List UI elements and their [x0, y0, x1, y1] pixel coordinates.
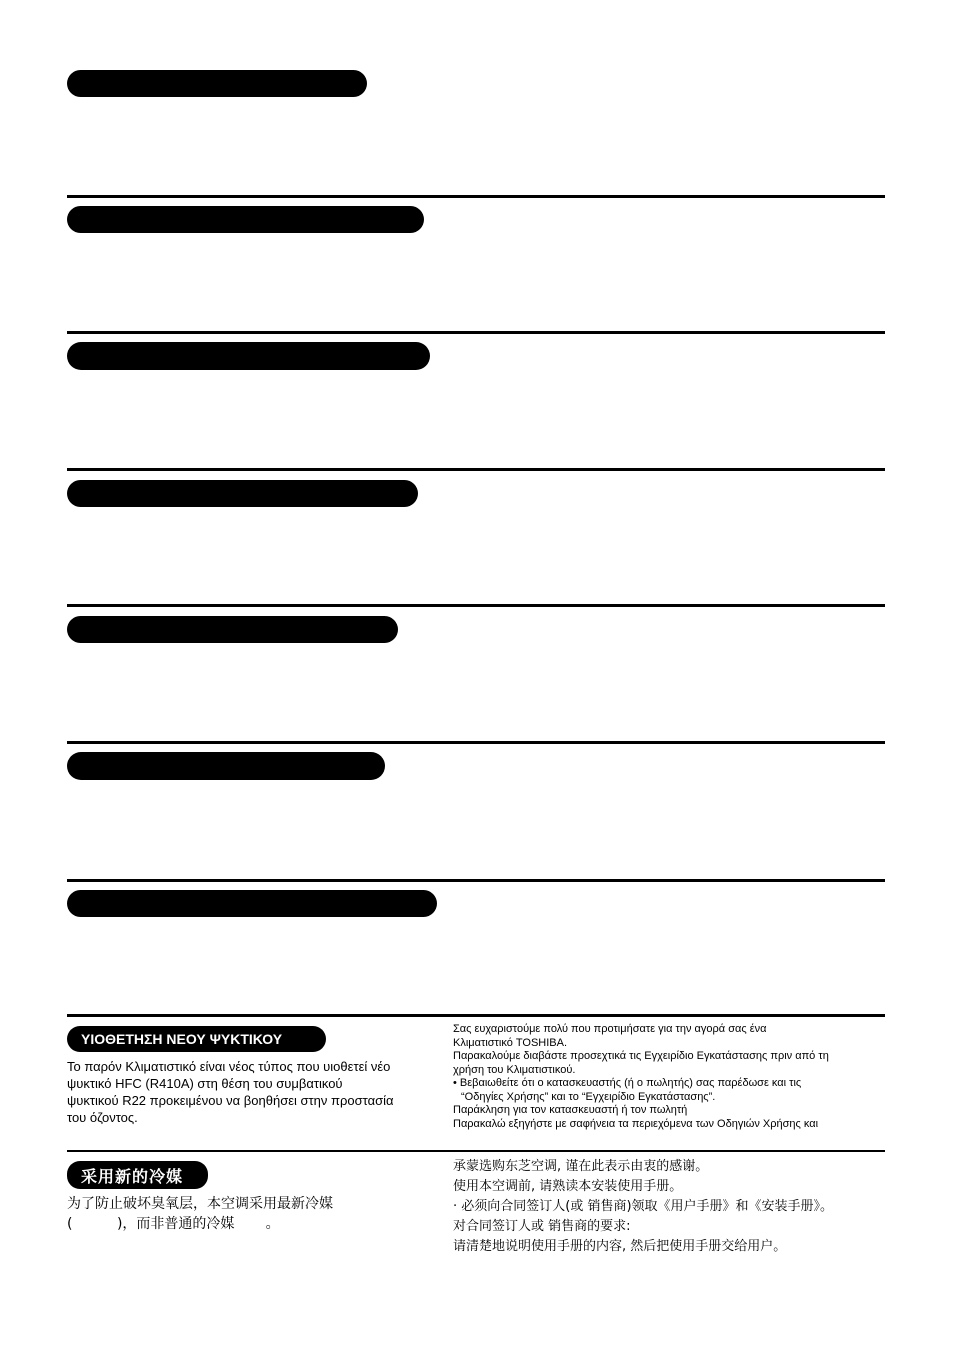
chinese-intro-line: · 必须向合同签订人(或 销售商)领取《用户手册》和《安装手册》。	[453, 1199, 834, 1214]
greek-section-heading	[67, 1026, 326, 1052]
section-divider-8	[67, 1150, 885, 1152]
section-heading-pill-2	[67, 206, 424, 233]
greek-body-line: ψυκτικού R22 προκειμένου να βοηθήσει στην προστασία	[67, 1093, 394, 1108]
chinese-body-text	[67, 1194, 439, 1234]
section-heading-pill-3	[67, 342, 430, 370]
section-divider-1	[67, 195, 885, 198]
greek-heading-text: ΥΙΟΘΕΤΗΣΗ ΝΕΟΥ ΨΥΚΤΙΚΟΥ	[81, 1031, 283, 1047]
section-divider-4	[67, 604, 885, 607]
greek-body-line: ψυκτικό HFC (R410A) στη θέση του συμβατικού	[67, 1076, 343, 1091]
greek-intro-line: Παρακαλούμε διαβάστε προσεχτικά τις Εγχειρίδιο Εγκατάστασης πριν από τη	[453, 1050, 829, 1062]
chinese-section-heading	[67, 1161, 208, 1189]
section-divider-6	[67, 879, 885, 882]
greek-body-text	[67, 1058, 439, 1126]
chinese-body-line: ( )，而非普通的冷媒 。	[67, 1216, 280, 1232]
greek-intro-text	[453, 1023, 885, 1131]
greek-intro-line: Παρακαλώ εξηγήστε με σαφήνεια τα περιεχόμενα των Οδηγιών Χρήσης και	[453, 1117, 819, 1130]
greek-intro-line: Σας ευχαριστούμε πολύ που προτιμήσατε για την αγορά σας ένα	[453, 1023, 767, 1035]
section-heading-pill-6	[67, 752, 385, 780]
greek-intro-line: Κλιματιστικό TOSHIBA.	[453, 1036, 568, 1049]
greek-intro-line: “Οδηγίες Χρήσης” και το “Εγχειρίδιο Εγκατάστασης”.	[461, 1090, 716, 1103]
chinese-heading-text: 采用新的冷媒	[81, 1166, 184, 1186]
greek-body-line: του όζοντος.	[67, 1110, 138, 1125]
chinese-intro-text	[453, 1157, 885, 1257]
chinese-intro-line: 请清楚地说明使用手册的内容, 然后把使用手册交给用户。	[453, 1239, 787, 1254]
section-divider-2	[67, 331, 885, 334]
section-heading-pill-1	[67, 70, 367, 97]
chinese-intro-line: 对合同签订人或 销售商的要求:	[453, 1219, 631, 1234]
chinese-body-line: 为了防止破坏臭氧层，本空调采用最新冷媒	[67, 1196, 333, 1212]
section-divider-3	[67, 468, 885, 471]
greek-body-line: Το παρόν Κλιματιστικό είναι νέος τύπος που υιοθετεί νέο	[67, 1059, 391, 1074]
section-divider-7	[67, 1014, 885, 1017]
greek-intro-line: χρήση του Κλιματιστικού.	[453, 1063, 576, 1076]
chinese-intro-line: 承蒙选购东芝空调, 谨在此表示由衷的感谢。	[453, 1159, 709, 1174]
section-heading-pill-5	[67, 616, 398, 643]
greek-intro-line: Παράκληση για τον κατασκευαστή ή τον πωλητή	[453, 1104, 688, 1116]
section-heading-pill-7	[67, 890, 437, 917]
chinese-intro-line: 使用本空调前, 请熟读本安装使用手册。	[453, 1179, 683, 1194]
section-heading-pill-4	[67, 480, 418, 507]
section-divider-5	[67, 741, 885, 744]
greek-intro-line: • Βεβαιωθείτε ότι ο κατασκευαστής (ή ο πωλητής) σας παρέδωσε και τις	[453, 1077, 802, 1089]
